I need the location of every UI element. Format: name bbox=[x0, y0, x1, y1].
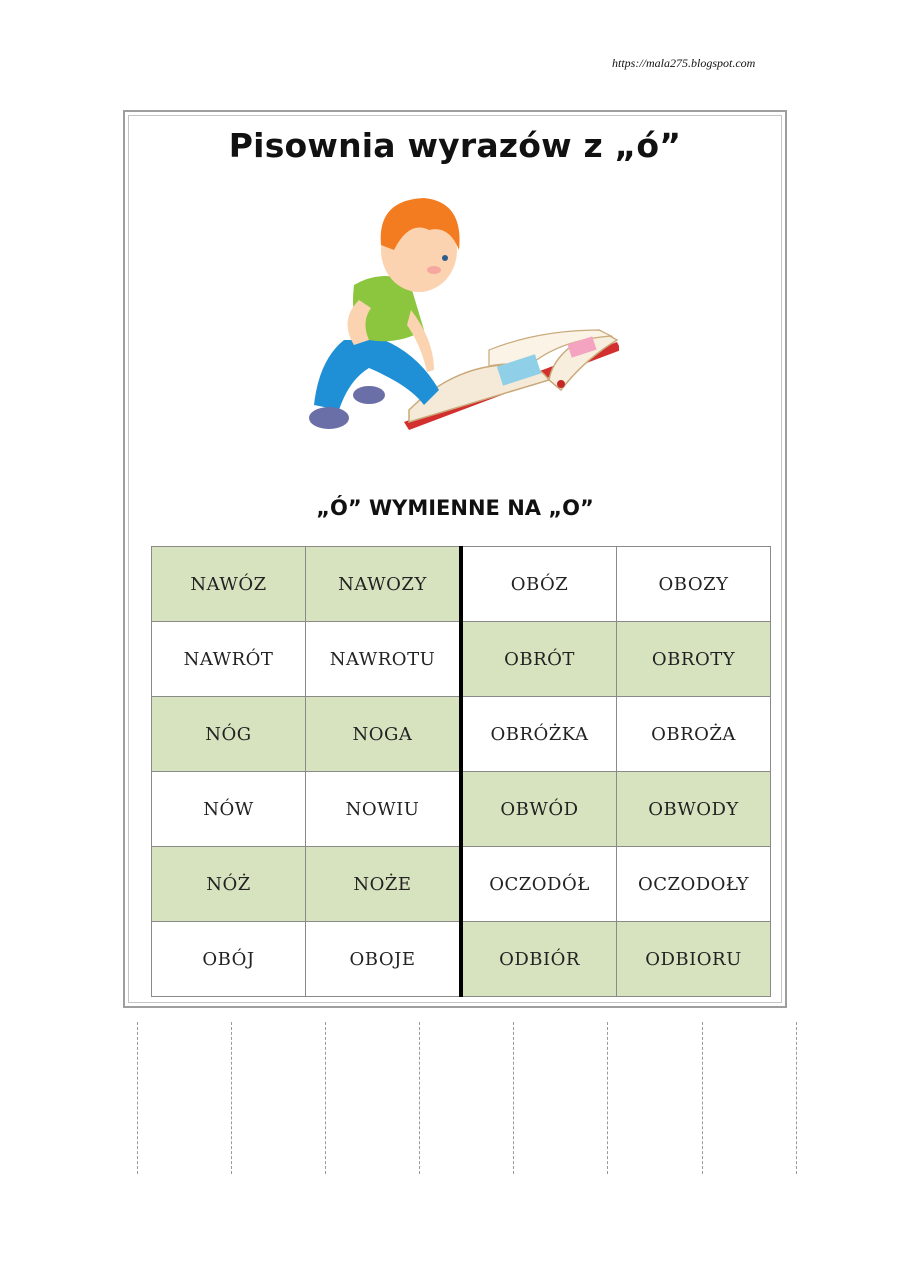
word-cell: NOGA bbox=[306, 697, 462, 772]
table-row bbox=[152, 547, 771, 622]
word-cell: OCZODÓŁ bbox=[461, 847, 617, 922]
cut-guide-line bbox=[702, 1022, 703, 1174]
word-cell: NÓG bbox=[152, 697, 306, 772]
page-title: Pisownia wyrazów z „ó” bbox=[228, 126, 682, 165]
cut-guide-line bbox=[796, 1022, 797, 1174]
table-row bbox=[152, 922, 771, 997]
word-cell: NAWOZY bbox=[306, 547, 462, 622]
word-cell: OCZODOŁY bbox=[617, 847, 771, 922]
word-cell: NAWÓZ bbox=[152, 547, 306, 622]
cut-guide-line bbox=[137, 1022, 138, 1174]
table-row bbox=[152, 697, 771, 772]
cut-guide-line bbox=[607, 1022, 608, 1174]
cut-guide-line bbox=[513, 1022, 514, 1174]
word-cell: NÓW bbox=[152, 772, 306, 847]
table-row bbox=[152, 847, 771, 922]
source-url: https://mala275.blogspot.com bbox=[612, 56, 756, 70]
worksheet-frame-inner bbox=[128, 115, 782, 1003]
word-cell: OBWODY bbox=[617, 772, 771, 847]
word-cell: ODBIORU bbox=[617, 922, 771, 997]
word-cell: OBOJE bbox=[306, 922, 462, 997]
word-cell: NOŻE bbox=[306, 847, 462, 922]
boy-reading-book-icon bbox=[299, 190, 619, 440]
section-subtitle: „Ó” WYMIENNE NA „O” bbox=[316, 496, 594, 520]
word-cell: NAWROTU bbox=[306, 622, 462, 697]
word-cell: OBRÓŻKA bbox=[461, 697, 617, 772]
word-cell: OBROTY bbox=[617, 622, 771, 697]
cut-guide-lines bbox=[0, 1022, 909, 1174]
word-cell: ODBIÓR bbox=[461, 922, 617, 997]
word-cell: OBRÓT bbox=[461, 622, 617, 697]
word-cell: NAWRÓT bbox=[152, 622, 306, 697]
cut-guide-line bbox=[231, 1022, 232, 1174]
worksheet-frame bbox=[123, 110, 787, 1008]
word-cell: NÓŻ bbox=[152, 847, 306, 922]
word-table bbox=[151, 546, 771, 997]
cut-guide-line bbox=[325, 1022, 326, 1174]
word-cell: OBÓJ bbox=[152, 922, 306, 997]
table-row bbox=[152, 622, 771, 697]
word-cell: OBWÓD bbox=[461, 772, 617, 847]
word-cell: NOWIU bbox=[306, 772, 462, 847]
cut-guide-line bbox=[419, 1022, 420, 1174]
word-cell: OBROŻA bbox=[617, 697, 771, 772]
word-cell: OBOZY bbox=[617, 547, 771, 622]
table-row bbox=[152, 772, 771, 847]
word-cell: OBÓZ bbox=[461, 547, 617, 622]
